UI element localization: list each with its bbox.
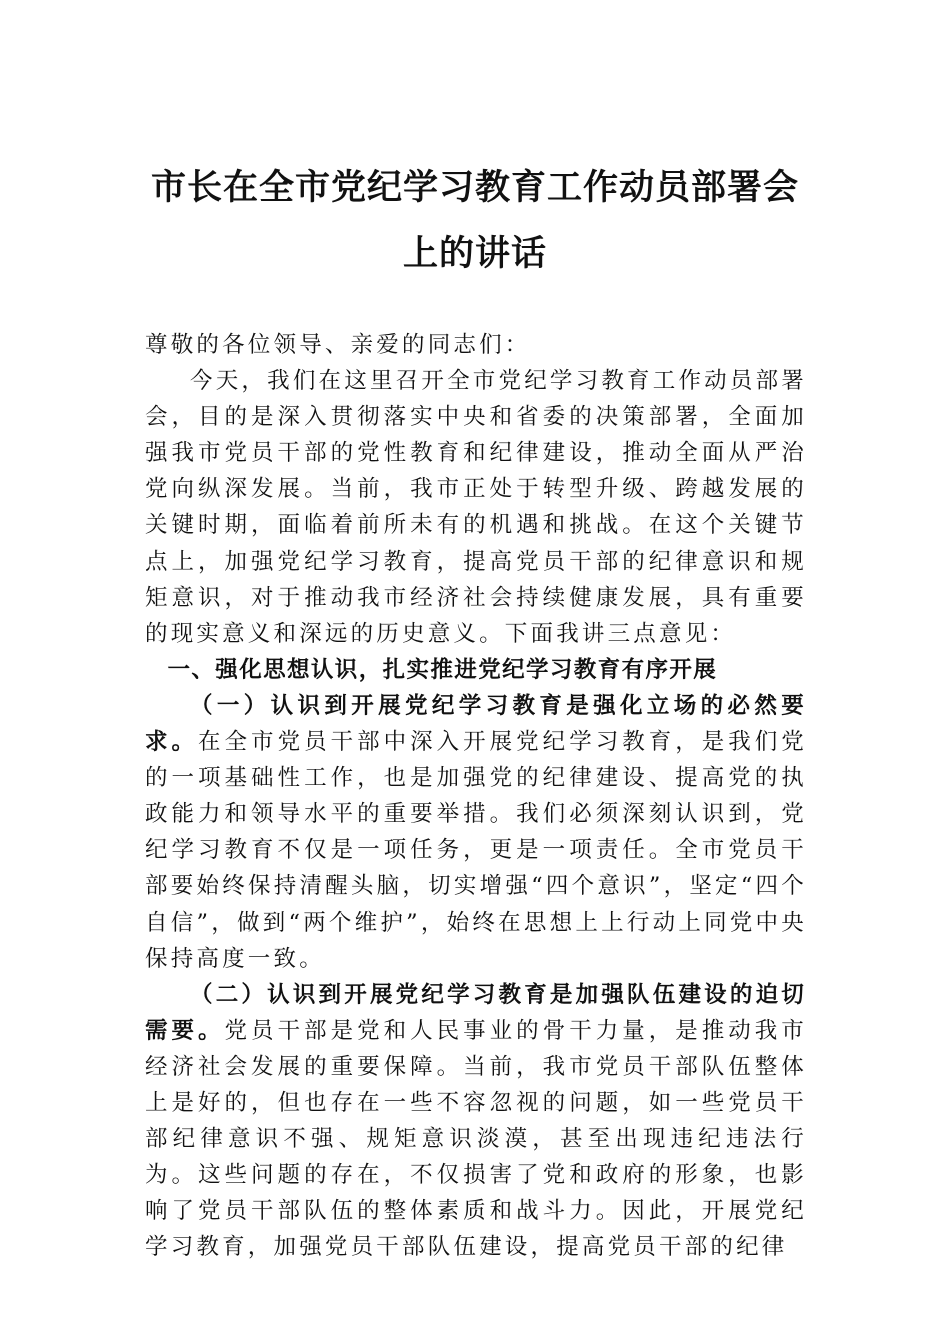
title-line-2: 上的讲话 — [402, 233, 547, 274]
document-body — [145, 327, 807, 1265]
point-2-body: 党员干部是党和人民事业的骨干力量，是推动我市经济社会发展的重要保障。当前，我市党员干部队伍整体上是好的，但也存在一些不容忽视的问题，如一些党员干部纪律意识不强、规矩意识淡漠，甚至出现违纪违法行为。这些问题的存在，不仅损害了党和政府的形象，也影响了党员干部队伍的整体素质和战斗力。因此，开展党纪学习教育，加强党员干部队伍建设，提高党员干部的纪律 — [145, 1017, 807, 1261]
intro-paragraph: 今天，我们在这里召开全市党纪学习教育工作动员部署会，目的是深入贯彻落实中央和省委的决策部署，全面加强我市党员干部的党性教育和纪律建设，推动全面从严治党向纵深发展。当前，我市正处于转型升级、跨越发展的关键时期，面临着前所未有的机遇和挑战。在这个关键节点上，加强党纪学习教育，提高党员干部的纪律意识和规矩意识，对于推动我市经济社会持续健康发展，具有重要的现实意义和深远的历史意义。下面我讲三点意见： — [145, 368, 807, 647]
point-1-paragraph — [145, 688, 807, 977]
title-line-1: 市长在全市党纪学习教育工作动员部署会 — [150, 167, 799, 208]
point-2-heading: （二）认识到开展党纪学习教育是加强队伍建设的迫切需要。 — [145, 981, 807, 1044]
salutation: 尊敬的各位领导、亲爱的同志们： — [145, 332, 531, 358]
point-1-heading: （一）认识到开展党纪学习教育是强化立场的必然要求。 — [145, 692, 807, 756]
section-1-heading: 一、强化思想认识，扎实推进党纪学习教育有序开展 — [167, 656, 718, 683]
point-1-body: 在全市党员干部中深入开展党纪学习教育，是我们党的一项基础性工作，也是加强党的纪律建设、提高党的执政能力和领导水平的重要举措。我们必须深刻认识到，党纪学习教育不仅是一项任务，更是一项责任。全市党员干部要始终保持清醒头脑，切实增强“四个意识”，坚定“四个自信”，做到“两个维护”，始终在思想上上行动上同党中央保持高度一致。 — [145, 729, 807, 972]
point-2-paragraph — [145, 977, 807, 1266]
document-title — [145, 155, 805, 287]
